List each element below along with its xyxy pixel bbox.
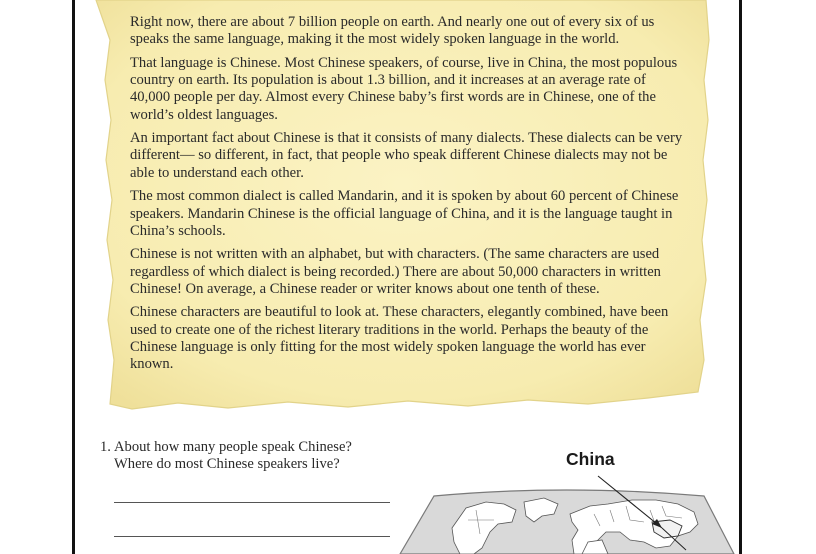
passage-paragraph-1: Right now, there are about 7 billion people on earth. And nearly one out of every six of us speaks the same language, making it the most widely spoken language in the world. bbox=[130, 14, 655, 48]
world-map bbox=[394, 470, 739, 554]
answer-line-1[interactable] bbox=[114, 502, 390, 503]
question-line-1: About how many people speak Chinese? bbox=[114, 439, 352, 455]
passage-paragraph-4: The most common dialect is called Mandarin, and it is spoken by about 60 percent of Chinese speakers. Mandarin Chinese is the official language of China, and it is the language taught in China’s schools. bbox=[130, 188, 679, 239]
question-number: 1. bbox=[100, 439, 111, 455]
page-border-right bbox=[739, 0, 742, 554]
passage-paragraph-5: Chinese is not written with an alphabet, but with characters. (The same characters are used regardless of which dialect is being recorded.) There are about 50,000 characters in written Chinese! On average, a Chinese reader or writer knows about one tenth of these. bbox=[130, 246, 661, 297]
passage-paragraph-6: Chinese characters are beautiful to look at. These characters, elegantly combined, have been used to create one of the richest literary traditions in the world. Perhaps the beauty of the Chinese language is only fitting for the most widely spoken language the world has ever known. bbox=[130, 304, 669, 373]
question-1 bbox=[100, 439, 352, 474]
passage-text bbox=[130, 14, 686, 380]
map-label-china: China bbox=[566, 449, 615, 469]
question-line-2: Where do most Chinese speakers live? bbox=[114, 456, 340, 473]
passage-paragraph-2: That language is Chinese. Most Chinese speakers, of course, live in China, the most populous country on earth. Its population is about 1.3 billion, and it increases at an average rate of 40,000 people per day. Almost every Chinese baby’s first words are in Chinese, one of the world’s oldest languages. bbox=[130, 54, 678, 123]
answer-line-2[interactable] bbox=[114, 536, 390, 537]
passage-paragraph-3: An important fact about Chinese is that it consists of many dialects. These dialects can be very different— so different, in fact, that people who speak different Chinese dialects may not be able to understand each other. bbox=[130, 130, 683, 181]
page-border-left bbox=[72, 0, 75, 554]
